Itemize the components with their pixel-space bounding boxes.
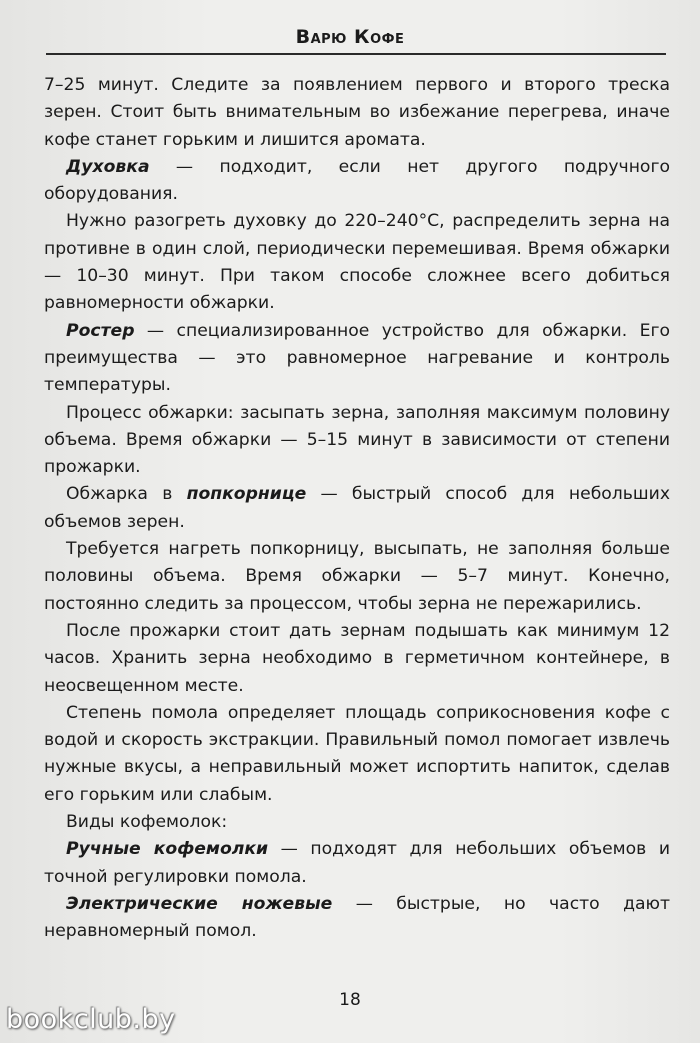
paragraph	[44, 536, 670, 618]
running-header-title: Варю Кофе	[295, 26, 405, 48]
page-number: 18	[339, 990, 361, 1010]
paragraph-text: Виды кофемолок:	[66, 812, 228, 833]
paragraph	[44, 72, 670, 154]
paragraph-text: 7–25 минут. Следите за появлением первого и второго треска зерен. Стоит быть внимательным во избежание перегрева, иначе кофе станет горьким и лишится аромата.	[44, 75, 670, 150]
term-popcorn-maker: попкорнице	[186, 484, 307, 505]
paragraph-text: — подходит, если нет другого подручного оборудования.	[44, 156, 670, 205]
paragraph-text: Обжарка в	[66, 484, 187, 505]
paragraph-text: Процесс обжарки: засыпать зерна, заполняя максимум половину объема. Время обжарки — 5–15 минут в зависимости от степени прожарки.	[44, 402, 670, 478]
paragraph-text: Нужно разогреть духовку до 220–240°С, распределить зерна на противне в один слой, периодически перемешивая. Время обжарки — 10–30 минут. При таком способе сложнее всего добиться равномерности обжарки.	[44, 211, 670, 314]
term-oven: Духовка	[66, 156, 150, 177]
paragraph-text: Требуется нагреть попкорницу, высыпать, не заполняя больше половины объема. Время обжарки — 5–7 минут. Конечно, постоянно следить за процессом, чтобы зерна не пережарились.	[44, 539, 670, 614]
term-manual-grinders: Ручные кофемолки	[66, 839, 269, 860]
header-rule	[46, 53, 666, 55]
paragraph-text: — быстрые, но часто дают неравномерный помол.	[44, 893, 670, 942]
paragraph-text: — специализированное устройство для обжарки. Его преимущества — это равномерное нагревание и контроль температуры.	[44, 320, 670, 396]
paragraph-text: — подходят для небольших объемов и точной регулировки помола.	[44, 839, 670, 887]
paragraph	[44, 700, 670, 809]
paragraph	[44, 154, 670, 209]
paragraph-text: После прожарки стоит дать зернам подышать как минимум 12 часов. Хранить зерна необходимо в герметичном контейнере, в неосвещенном месте.	[44, 620, 670, 696]
paragraph-text: Степень помола определяет площадь соприкосновения кофе с водой и скорость экстракции. Правильный помол помогает извлечь нужные вкусы, а неправильный может испортить напиток, сделав его горьким или слабым.	[44, 702, 670, 805]
paragraph	[44, 208, 670, 317]
paragraph	[44, 891, 670, 946]
paragraph	[44, 318, 670, 400]
watermark: bookclub.by	[6, 1004, 176, 1035]
paragraph	[44, 836, 670, 891]
paragraph	[44, 618, 670, 700]
paragraph	[44, 809, 670, 836]
term-electric-blade: Электрические ножевые	[66, 893, 333, 914]
term-roaster: Ростер	[66, 320, 135, 341]
body-text	[44, 72, 670, 946]
paragraph	[44, 400, 670, 482]
paragraph	[44, 481, 670, 536]
paragraph-text: — быстрый способ для небольших объемов зерен.	[44, 484, 670, 532]
